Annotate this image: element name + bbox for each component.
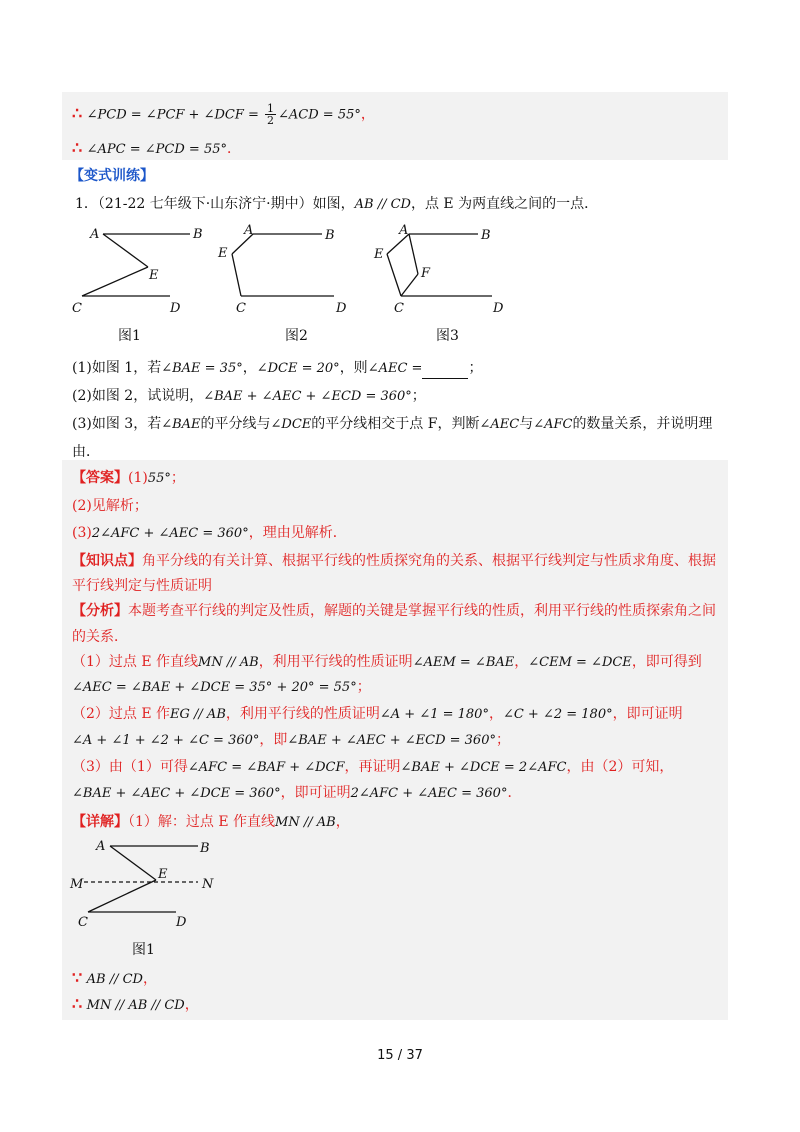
question-2: (2)如图 2，试说明，∠BAE + ∠AEC + ∠ECD = 360°； [72,388,426,404]
analysis-p2-line-1: （2）过点 E 作EG // AB，利用平行线的性质证明∠A + ∠1 = 180°，∠C + ∠2 = 180°，即可证明 [72,706,683,722]
detail-figure-caption: 图1 [132,942,155,958]
detail-label-d: D [176,915,187,930]
detail-label-c: C [78,915,88,930]
fig2-label-b: B [325,228,335,243]
fig3-label-b: B [481,228,491,243]
detail-label-a: A [96,839,106,854]
fig3-label-f: F [421,266,431,281]
analysis-line-2: 的关系． [72,629,128,645]
fig2-label-c: C [236,301,246,316]
section-title: 【变式训练】 [70,168,154,184]
detail-label-n: N [202,877,214,892]
fig3-label-e: E [374,247,384,262]
problem-stem: 1．（21-22 七年级下·山东济宁·期中）如图，AB // CD，点 E 为两直线之间的一点． [75,196,599,212]
fig2-label-e: E [218,246,228,261]
therefore-symbol: ∴ [72,994,83,1013]
fig1-label-d: D [170,301,181,316]
analysis-p1-line-1: （1）过点 E 作直线MN // AB，利用平行线的性质证明∠AEM = ∠BAE，∠CEM = ∠DCE，即可得到 [72,654,702,670]
page-number: 15 [377,1048,394,1063]
analysis-p1-line-2: ∠AEC = ∠BAE + ∠DCE = 35° + 20° = 55°； [72,679,371,695]
therefore-symbol: ∴ [72,138,83,157]
analysis-p3-line-2: ∠BAE + ∠AEC + ∠DCE = 360°，即可证明2∠AFC + ∠AEC = 360°． [72,785,522,801]
fig1-label-c: C [72,301,82,316]
figure-caption-3: 图3 [436,328,459,344]
detail-label-b: B [200,841,210,856]
fig3-label-a: A [399,223,409,238]
fig2-label-a: A [244,223,254,238]
therefore-line: ∴ MN // AB // CD， [72,994,199,1013]
page-footer: 15 / 37 [377,1048,423,1063]
prev-solution-line-2: ∴ ∠APC = ∠PCD = 55°． [72,138,241,157]
analysis-p3-line-1: （3）由（1）可得∠AFC = ∠BAF + ∠DCF，再证明∠BAE + ∠DCE = 2∠AFC，由（2）可知， [72,759,674,775]
detail-line: 【详解】（1）解：过点 E 作直线MN // AB， [72,814,350,830]
answer-blank [422,364,468,379]
fig2-label-d: D [336,301,347,316]
question-3-line-2: 由． [72,444,100,460]
fig1-label-a: A [90,227,100,242]
analysis-line-1: 【分析】本题考查平行线的判定及性质，解题的关键是掌握平行线的性质，利用平行线的性质探索角之间 [72,603,716,619]
because-line: ∵ AB // CD， [72,968,157,987]
therefore-symbol: ∴ [72,103,83,123]
math-expression: ∠APC = ∠PCD = 55° [86,142,227,157]
figure-2 [232,234,334,296]
question-3-line-1: (3)如图 3，若∠BAE的平分线与∠DCE的平分线相交于点 F，判断∠AEC与∠AFC的数量关系，并说明理 [72,416,713,432]
fig3-label-c: C [394,301,404,316]
figure-3 [387,234,492,296]
detail-figure [60,834,300,964]
figure-caption-2: 图2 [285,328,308,344]
fig1-label-b: B [193,227,203,242]
figure-caption-1: 图1 [118,328,141,344]
fraction: $\frac{1}{2}$ [267,102,275,127]
answer-label-line: 【答案】(1)55°； [72,470,185,486]
detail-label-e: E [158,867,168,882]
answer-3: (3)2∠AFC + ∠AEC = 360°，理由见解析． [72,525,347,541]
fig3-label-d: D [493,301,504,316]
figure-1 [82,234,190,296]
page-total: 37 [406,1048,423,1063]
prev-solution-line-1: ∴ ∠PCD = ∠PCF + ∠DCF = $\frac{1}{2}$ ∠ACD = 55°， [72,102,375,127]
fig1-label-e: E [149,268,159,283]
math-expression: ∠ACD = 55° [278,107,361,123]
detail-label-m: M [70,877,84,892]
math-expression: ∠PCD = ∠PCF + ∠DCF = [86,107,264,123]
knowledge-line-1: 【知识点】角平分线的有关计算、根据平行线的性质探究角的关系、根据平行线判定与性质求角度、根据 [72,553,716,569]
answer-2: (2)见解析； [72,498,148,514]
knowledge-line-2: 平行线判定与性质证明 [72,578,212,594]
problem-figures [0,222,800,372]
question-1: (1)如图 1，若∠BAE = 35°，∠DCE = 20°，则∠AEC = ； [72,358,482,379]
because-symbol: ∵ [72,968,83,987]
analysis-p2-line-2: ∠A + ∠1 + ∠2 + ∠C = 360°，即∠BAE + ∠AEC + ∠ECD = 360°； [72,732,510,748]
